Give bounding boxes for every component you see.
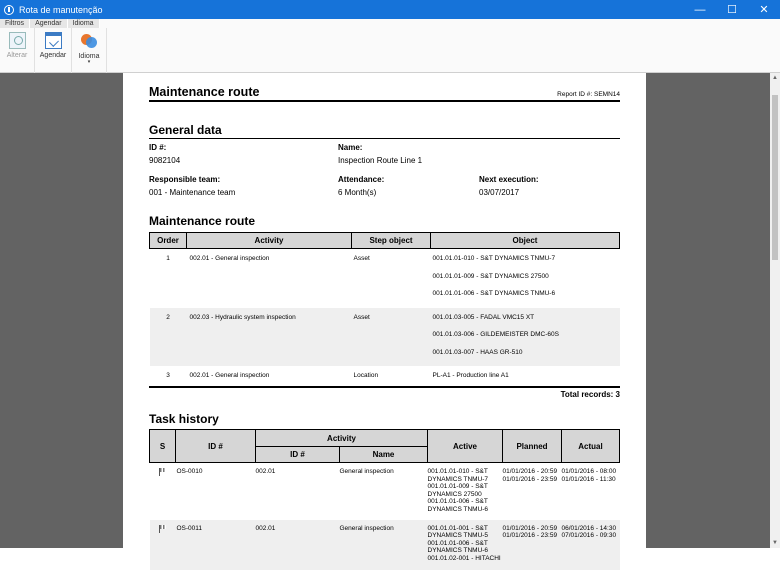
col-activity: Activity bbox=[187, 233, 352, 249]
active-line: DYNAMICS 27500 bbox=[427, 490, 482, 498]
object-item: 001.01.03-005 - FADAL VMC15 XT bbox=[432, 313, 535, 321]
title-bar bbox=[0, 0, 780, 19]
vertical-scrollbar[interactable] bbox=[770, 73, 780, 548]
col-object: Object bbox=[431, 233, 620, 249]
table-row bbox=[150, 366, 620, 386]
row-activity: 002.03 - Hydraulic system inspection bbox=[187, 308, 352, 367]
table-row bbox=[150, 308, 620, 367]
calendar-icon bbox=[45, 32, 62, 49]
active-line: DYNAMICS TNMU-7 bbox=[427, 475, 489, 483]
row-order: 2 bbox=[150, 308, 187, 367]
tab-agendar[interactable]: Agendar bbox=[30, 19, 67, 28]
task-activity-name: General inspection bbox=[340, 520, 428, 570]
row-order: 1 bbox=[166, 255, 170, 262]
row-activity: 002.01 - General inspection bbox=[189, 255, 270, 262]
total-records: Total records: 3 bbox=[149, 386, 620, 399]
col-order: Order bbox=[150, 233, 187, 249]
row-objects bbox=[431, 249, 620, 308]
task-planned bbox=[503, 463, 562, 520]
col-s: S bbox=[150, 430, 176, 463]
task-id: OS-0011 bbox=[176, 520, 256, 570]
active-line: 001.01.01-006 - S&T bbox=[427, 498, 488, 505]
col-active: Active bbox=[428, 430, 503, 463]
planned-line: 01/01/2016 - 20:59 bbox=[502, 524, 558, 532]
object-item: 001.01.01-009 - S&T DYNAMICS 27500 bbox=[432, 272, 549, 280]
actual-line: 01/01/2016 - 08:00 bbox=[561, 468, 617, 475]
app-icon bbox=[4, 5, 14, 15]
report-viewer[interactable] bbox=[0, 73, 770, 562]
task-id: OS-0010 bbox=[176, 468, 203, 475]
id-label: ID #: bbox=[149, 143, 167, 152]
general-data-grid bbox=[149, 143, 620, 197]
row-step: Location bbox=[353, 372, 379, 379]
window-title: Rota de manutenção bbox=[19, 4, 103, 15]
table-row bbox=[150, 249, 620, 308]
task-active bbox=[428, 520, 503, 570]
col-activity-name: Name bbox=[340, 447, 428, 463]
active-line: 001.01.02-001 - HITACHI bbox=[427, 554, 501, 562]
scroll-down-icon[interactable]: ▼ bbox=[772, 540, 778, 546]
team-value: 001 - Maintenance team bbox=[149, 188, 236, 197]
row-step: Asset bbox=[352, 308, 431, 367]
task-active bbox=[428, 463, 503, 520]
next-execution-value: 03/07/2017 bbox=[479, 188, 520, 197]
route-table bbox=[149, 232, 620, 386]
task-actual bbox=[562, 463, 620, 520]
next-execution-label: Next execution: bbox=[479, 175, 539, 184]
object-item: 001.01.01-010 - S&T DYNAMICS TNMU-7 bbox=[432, 255, 556, 262]
task-history-table bbox=[149, 429, 620, 570]
edit-icon bbox=[9, 32, 26, 49]
team-label: Responsible team: bbox=[149, 175, 221, 184]
col-id: ID # bbox=[176, 430, 256, 463]
object-item: 001.01.03-007 - HAAS GR-510 bbox=[432, 348, 523, 356]
attendance-value: 6 Month(s) bbox=[338, 188, 377, 197]
idioma-button[interactable] bbox=[72, 28, 107, 73]
maximize-button[interactable]: ☐ bbox=[727, 4, 737, 16]
row-order: 3 bbox=[166, 372, 170, 379]
table-row bbox=[150, 520, 620, 570]
agendar-label: Agendar bbox=[39, 52, 67, 59]
actual-line: 07/01/2016 - 09:30 bbox=[561, 532, 617, 539]
report-header bbox=[149, 85, 620, 102]
name-label: Name: bbox=[338, 143, 363, 152]
row-objects bbox=[431, 308, 620, 367]
scroll-up-icon[interactable]: ▲ bbox=[772, 75, 778, 81]
chevron-down-icon: ▾ bbox=[87, 59, 91, 65]
language-icon bbox=[80, 32, 98, 50]
col-step-object: Step object bbox=[352, 233, 431, 249]
object-item: PL-A1 - Production line A1 bbox=[432, 372, 509, 379]
report-id: Report ID #: SEMN14 bbox=[557, 91, 620, 98]
row-activity: 002.01 - General inspection bbox=[189, 372, 270, 379]
active-line: 001.01.01-006 - S&T bbox=[427, 539, 488, 547]
task-activity-name: General inspection bbox=[339, 468, 394, 475]
alterar-button[interactable] bbox=[0, 28, 35, 73]
minimize-button[interactable]: — bbox=[694, 3, 706, 16]
flag-icon bbox=[159, 468, 167, 475]
agendar-button[interactable] bbox=[35, 28, 72, 73]
attendance-label: Attendance: bbox=[338, 175, 385, 184]
idioma-label: Idioma bbox=[78, 53, 100, 60]
ribbon-tabs bbox=[0, 19, 780, 28]
col-planned: Planned bbox=[503, 430, 562, 463]
report-page bbox=[123, 73, 646, 562]
flag-icon bbox=[159, 525, 167, 532]
tab-idioma[interactable]: Idioma bbox=[68, 19, 100, 28]
active-line: 001.01.01-009 - S&T bbox=[427, 483, 488, 490]
table-row bbox=[150, 463, 620, 520]
active-line: DYNAMICS TNMU-6 bbox=[427, 547, 489, 554]
close-button[interactable]: ✕ bbox=[759, 4, 769, 16]
planned-line: 01/01/2016 - 23:59 bbox=[502, 532, 558, 539]
col-activity-id: ID # bbox=[256, 447, 340, 463]
active-line: DYNAMICS TNMU-5 bbox=[427, 532, 489, 539]
row-objects bbox=[431, 366, 620, 386]
tab-filtros[interactable]: Filtros bbox=[0, 19, 30, 28]
task-planned bbox=[503, 520, 562, 570]
actual-line: 01/01/2016 - 11:30 bbox=[561, 475, 616, 483]
alterar-label: Alterar bbox=[6, 52, 28, 59]
planned-line: 01/01/2016 - 20:59 bbox=[502, 468, 558, 475]
col-activity-group: Activity bbox=[256, 430, 428, 447]
row-step: Asset bbox=[353, 255, 370, 262]
route-heading: Maintenance route bbox=[149, 214, 256, 228]
active-line: DYNAMICS TNMU-6 bbox=[427, 505, 489, 513]
general-data-heading: General data bbox=[149, 123, 620, 139]
ribbon bbox=[0, 19, 780, 73]
id-value: 9082104 bbox=[149, 156, 181, 165]
scrollbar-thumb[interactable] bbox=[772, 95, 778, 260]
task-activity-id: 002.01 bbox=[255, 468, 276, 475]
actual-line: 06/01/2016 - 14:30 bbox=[561, 524, 617, 532]
col-actual: Actual bbox=[562, 430, 620, 463]
name-value: Inspection Route Line 1 bbox=[338, 156, 423, 165]
object-item: 001.01.01-006 - S&T DYNAMICS TNMU-6 bbox=[432, 290, 556, 297]
task-activity-id: 002.01 bbox=[256, 520, 340, 570]
planned-line: 01/01/2016 - 23:59 bbox=[502, 475, 558, 483]
report-title: Maintenance route bbox=[149, 85, 260, 99]
object-item: 001.01.03-006 - GILDEMEISTER DMC-60S bbox=[432, 331, 559, 338]
active-line: 001.01.01-001 - S&T bbox=[427, 524, 488, 532]
task-actual bbox=[562, 520, 620, 570]
task-history-heading: Task history bbox=[149, 412, 219, 426]
active-line: 001.01.01-010 - S&T bbox=[427, 468, 488, 475]
